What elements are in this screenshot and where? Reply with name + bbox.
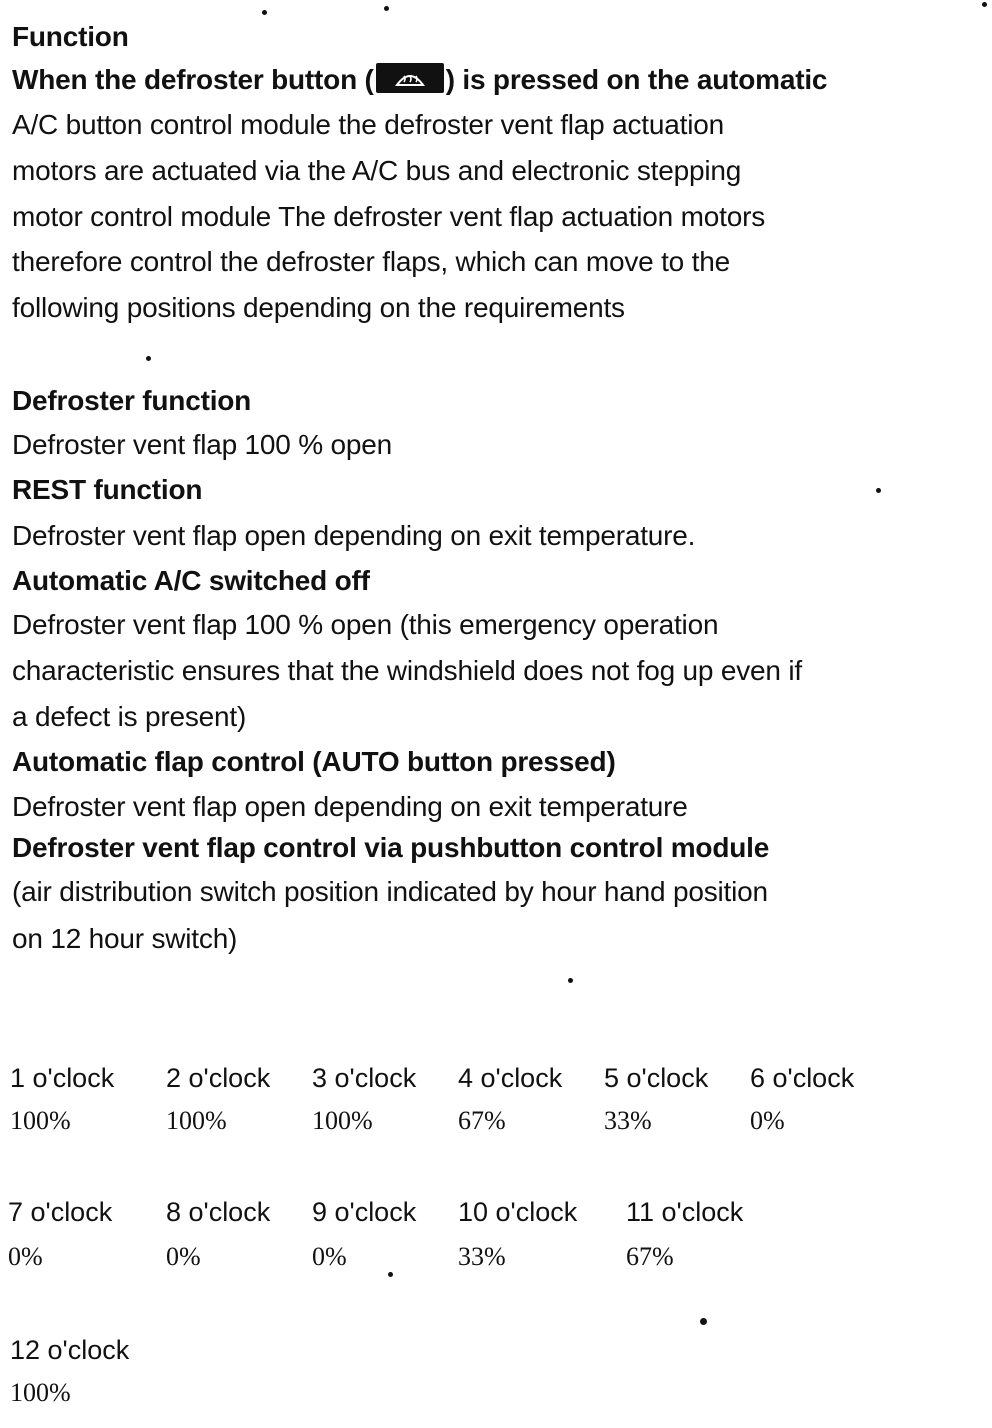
section-text-defroster-function: Defroster vent flap 100 % open <box>12 429 393 460</box>
flap-percentage: 0% <box>166 1242 201 1271</box>
flap-percentage: 0% <box>8 1242 43 1271</box>
clock-label: 5 o'clock <box>604 1063 709 1093</box>
clock-label: 6 o'clock <box>750 1063 855 1093</box>
flap-percentage: 100% <box>166 1106 227 1135</box>
clock-label: 11 o'clock <box>626 1197 744 1227</box>
defroster-button-icon <box>376 63 444 93</box>
section-title-defroster-function: Defroster function <box>12 385 252 416</box>
intro-line-1-start: When the defroster button ( <box>12 64 374 95</box>
section-title-pushbutton-control: Defroster vent flap control via pushbutton control module <box>12 832 770 863</box>
clock-label: 7 o'clock <box>8 1197 113 1227</box>
intro-line-6: following positions depending on the requirements <box>12 292 625 323</box>
flap-percentage: 100% <box>312 1106 373 1135</box>
flap-percentage: 67% <box>458 1106 506 1135</box>
clock-label: 8 o'clock <box>166 1197 271 1227</box>
section-text-pushbutton-2: on 12 hour switch) <box>12 923 238 954</box>
clock-label: 10 o'clock <box>458 1197 578 1227</box>
intro-line-1 <box>12 63 827 97</box>
scan-speck <box>568 978 573 983</box>
flap-percentage: 33% <box>458 1242 506 1271</box>
clock-label: 2 o'clock <box>166 1063 271 1093</box>
intro-line-2: A/C button control module the defroster vent flap actuation <box>12 109 724 140</box>
intro-line-4: motor control module The defroster vent flap actuation motors <box>12 201 766 232</box>
flap-percentage: 67% <box>626 1242 674 1271</box>
scan-speck <box>876 488 881 493</box>
flap-percentage: 100% <box>10 1378 71 1407</box>
scan-speck <box>982 2 987 7</box>
section-text-ac-off-3: a defect is present) <box>12 701 247 732</box>
section-text-rest-function: Defroster vent flap open depending on exit temperature. <box>12 520 696 551</box>
flap-percentage: 0% <box>750 1106 785 1135</box>
section-text-auto-flap-control: Defroster vent flap open depending on exit temperature <box>12 791 688 822</box>
intro-line-3: motors are actuated via the A/C bus and electronic stepping <box>12 155 742 186</box>
section-text-ac-off-1: Defroster vent flap 100 % open (this emergency operation <box>12 609 719 640</box>
scan-speck <box>700 1318 707 1325</box>
intro-line-5: therefore control the defroster flaps, which can move to the <box>12 246 730 277</box>
scan-speck <box>146 356 151 361</box>
section-text-pushbutton-1: (air distribution switch position indicated by hour hand position <box>12 876 768 907</box>
section-title-rest-function: REST function <box>12 474 203 505</box>
scan-speck <box>388 1272 393 1277</box>
flap-percentage: 0% <box>312 1242 347 1271</box>
scan-speck <box>384 6 389 11</box>
clock-label: 9 o'clock <box>312 1197 417 1227</box>
clock-label: 4 o'clock <box>458 1063 563 1093</box>
section-text-ac-off-2: characteristic ensures that the windshield does not fog up even if <box>12 655 802 686</box>
intro-line-1-end: ) is pressed on the automatic <box>445 64 828 95</box>
section-title-auto-flap-control: Automatic flap control (AUTO button pressed) <box>12 746 616 777</box>
flap-percentage: 33% <box>604 1106 652 1135</box>
section-title-ac-switched-off: Automatic A/C switched off <box>12 565 370 596</box>
clock-label: 1 o'clock <box>10 1063 115 1093</box>
clock-label: 3 o'clock <box>312 1063 417 1093</box>
flap-percentage: 100% <box>10 1106 71 1135</box>
page-title: Function <box>12 21 129 52</box>
scan-speck <box>262 10 267 15</box>
clock-label: 12 o'clock <box>10 1335 130 1365</box>
